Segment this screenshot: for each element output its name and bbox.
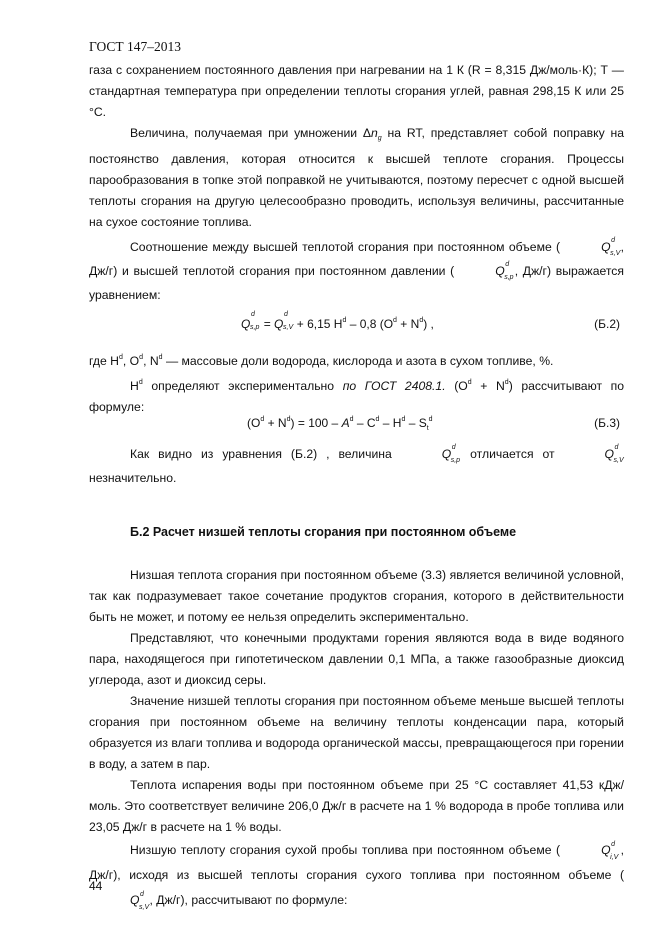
section-paragraph-4: Теплота испарения воды при постоянном объеме при 25 °С составляет 41,53 кДж/моль. Это соответствует величине 206,0 Дж/г в расчете на 1 % водорода в пробе топлива или 23,05 Дж/г в расчете на 1 % воды. bbox=[89, 778, 624, 834]
section-paragraph-2: Представляют, что конечными продуктами горения являются вода в виде водяного пара, находящегося при гипотетическом давлении 0,1 МПа, а также газообразные диоксид углерода, азот и диоксид серы. bbox=[89, 631, 624, 687]
section-paragraph-3: Значение низшей теплоты сгорания при постоянном объеме меньше высшей теплоты сгорания при постоянном объеме на величину теплоты конденсации пара, который образуется из влаги топлива и водорода органической массы, превращающегося при горении в воду, а затем в пар. bbox=[89, 694, 624, 771]
equation-b2-number: (Б.2) bbox=[594, 317, 620, 331]
page-body bbox=[89, 60, 624, 913]
paragraph-5: Как видно из уравнения (Б.2) , величина Q d s,p отличается от Q d s,V незначительно. bbox=[89, 444, 624, 485]
paragraph-1: газа с сохранением постоянного давления при нагревании на 1 К (R = 8,315 Дж/моль·К); Т — стандартная температура при определении теплоты сгорания углей, равная 298,15 К или 25 °С. bbox=[89, 63, 624, 119]
page-number: 44 bbox=[89, 879, 103, 893]
section-title: Б.2 Расчет низшей теплоты сгорания при постоянном объеме bbox=[130, 525, 517, 539]
document-header: ГОСТ 147–2013 bbox=[89, 39, 182, 54]
section-paragraph-1: Низшая теплота сгорания при постоянном объеме (3.3) является величиной условной, так как подразумевает такое сочетание продуктов сгорания, которого в действительности быть не может, и потому ее нельзя определить экспериментально. bbox=[89, 568, 624, 624]
paragraph-3: Соотношение между высшей теплотой сгорания при постоянном объеме ( Q d s,V , Дж/г) и высшей теплотой сгорания при постоянном давлении ( Q d s,p , Дж/г) выражается уравнением: bbox=[89, 237, 624, 302]
section-paragraph-5: Низшую теплоту сгорания сухой пробы топлива при постоянном объеме ( Q d i,V , Дж/г), исходя из высшей теплоты сгорания сухого топлива при постоянном объеме (Q d s,V , Дж/г), рассчитывают по формуле: bbox=[89, 841, 624, 911]
paragraph-4: $H^d$ определяют экспериментально по ГОСТ 2408.1. $(O^d + N^d)$ рассчитывают по формуле: bbox=[89, 379, 625, 414]
paragraph-2: Величина, получаемая при умножении $\Delta n_g$ на RT, представляет собой поправку на постоянство давления, которая относится к высшей теплоте сгорания. Процессы парообразования в топке этой поправкой не учитываются, поэтому пересчет с одной высшей теплоты сгорания на другую целесообразно проводить, используя величины, рассчитанные на сухое состояние топлива. bbox=[89, 126, 624, 229]
where-clause: где $H^d$, $O^d$, $N^d$ — массовые доли водорода, кислорода и азота в сухом топливе, %. bbox=[89, 354, 554, 368]
equation-b2: Q d s,p = Q d s,V + 6,15 $H^d - 0,8$ $(O^d + N^d)$ , (Б.2) bbox=[241, 311, 620, 331]
equation-b3: $(O^d + N^d) = 100 - A^d - C^d - H^d - S_t^d$ (Б.3) bbox=[247, 416, 620, 432]
equation-b3-number: (Б.3) bbox=[594, 416, 620, 430]
